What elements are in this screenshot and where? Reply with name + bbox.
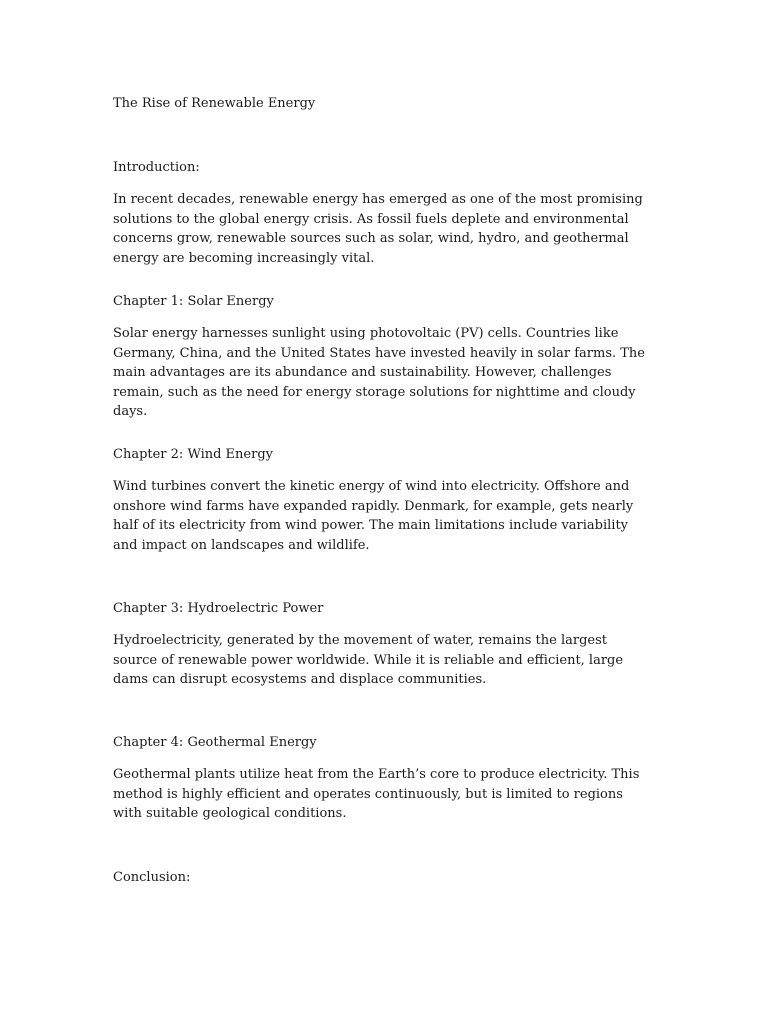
section-heading-geothermal: Chapter 4: Geothermal Energy xyxy=(113,735,317,750)
section-heading-conclusion: Conclusion: xyxy=(113,870,191,885)
section-body-wind: Wind turbines convert the kinetic energy of wind into electricity. Offshore and onshore wind farms have expanded rapidly. Denmark, for example, gets nearly half of its electricity from wind power. The main limitations include variability and impact on landscapes and wildlife. xyxy=(113,479,634,553)
document-title: The Rise of Renewable Energy xyxy=(113,96,316,111)
section-heading-solar: Chapter 1: Solar Energy xyxy=(113,294,274,309)
section-body-geothermal: Geothermal plants utilize heat from the Earth’s core to produce electricity. This method is highly efficient and operates continuously, but is limited to regions with suitable geological conditions. xyxy=(113,767,640,821)
section-body-hydro: Hydroelectricity, generated by the movement of water, remains the largest source of renewable power worldwide. While it is reliable and efficient, large dams can disrupt ecosystems and displace communities. xyxy=(113,633,624,687)
section-heading-introduction: Introduction: xyxy=(113,160,200,175)
section-heading-wind: Chapter 2: Wind Energy xyxy=(113,447,273,462)
section-body-solar: Solar energy harnesses sunlight using photovoltaic (PV) cells. Countries like Germany, China, and the United States have invested heavily in solar farms. The main advantages are its abundance and sustainability. However, challenges remain, such as the need for energy storage solutions for nighttime and cloudy days. xyxy=(113,326,645,419)
section-body-introduction: In recent decades, renewable energy has emerged as one of the most promising solutions to the global energy crisis. As fossil fuels deplete and environmental concerns grow, renewable sources such as solar, wind, hydro, and geothermal energy are becoming increasingly vital. xyxy=(113,192,643,266)
section-heading-hydro: Chapter 3: Hydroelectric Power xyxy=(113,601,324,616)
